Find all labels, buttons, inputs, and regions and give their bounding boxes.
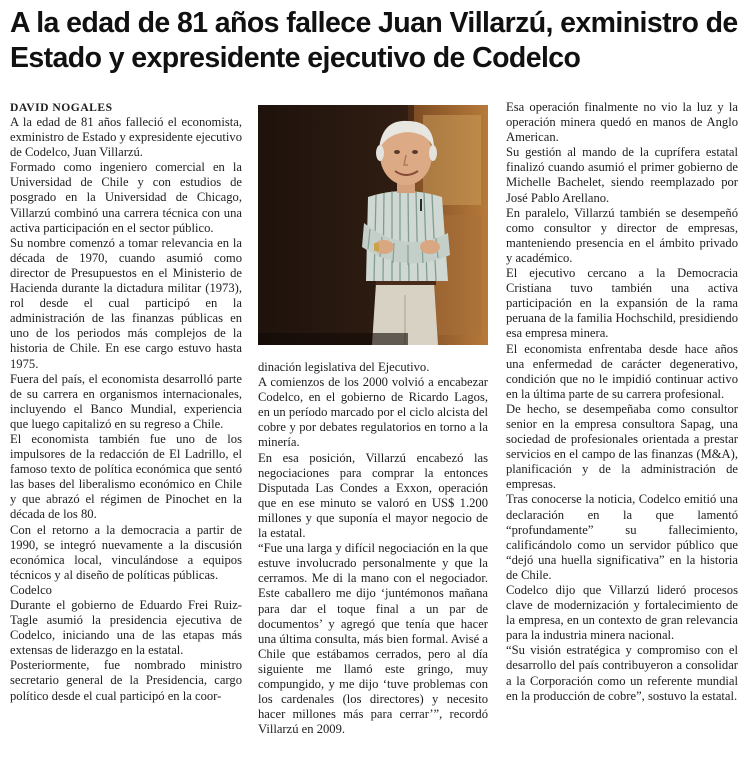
paragraph: Formado como ingeniero comercial en la Universidad de Chile y con estudios de posgrado en la Universidad de Chicago, Villarzú combinó una carrera técnica con una activa participación en el sector público.	[10, 160, 242, 235]
article-headline: A la edad de 81 años fallece Juan Villarzú, exministro de Estado y expresidente ejecutivo de Codelco	[10, 7, 738, 74]
paragraph: En paralelo, Villarzú también se desempeñó como consultor y director de empresas, manteniendo presencia en el ámbito privado y académico.	[506, 205, 738, 265]
paragraph: Esa operación finalmente no vio la luz y la operación minera quedó en manos de Anglo American.	[506, 100, 738, 145]
portrait-photo	[258, 105, 488, 345]
paragraph: A comienzos de los 2000 volvió a encabezar Codelco, en el gobierno de Ricardo Lagos, en un período marcado por el ciclo alcista del cobre y por debates regulatorios en torno a la minería.	[258, 375, 488, 450]
paragraph: dinación legislativa del Ejecutivo.	[258, 360, 430, 374]
section-subhead: Codelco	[10, 582, 52, 597]
portrait-illustration	[258, 105, 488, 345]
paragraph: El ejecutivo cercano a la Democracia Cristiana tuvo también una activa participación en la expansión de la rama peruana de la familia Hochschild, presidiendo esa empresa minera.	[506, 266, 738, 341]
article-column-2	[258, 360, 488, 737]
article-column-3	[506, 100, 738, 704]
paragraph: Tras conocerse la noticia, Codelco emitió una declaración en la que lamentó “profundamente” su fallecimiento, calificándolo como un servidor público que “dejó una huella significativa” en la historia de Chile.	[506, 492, 738, 582]
byline: DAVID NOGALES	[10, 101, 113, 114]
paragraph: Su gestión al mando de la cuprífera estatal finalizó cuando asumió el primer gobierno de Michelle Bachelet, siendo reemplazado por José Pablo Arellano.	[506, 145, 738, 205]
paragraph: Posteriormente, fue nombrado ministro secretario general de la Presidencia, cargo político desde el cual participó en la coor-	[10, 658, 242, 703]
paragraph: Durante el gobierno de Eduardo Frei Ruiz-Tagle asumió la presidencia ejecutiva de Codelco, iniciando una de las etapas más extensas de liderazgo en la estatal.	[10, 598, 242, 658]
paragraph: “Su visión estratégica y compromiso con el desarrollo del país contribuyeron a consolidar a la Corporación como un referente mundial en la producción de cobre”, sostuvo la estatal.	[506, 643, 738, 703]
paragraph: Codelco dijo que Villarzú lideró procesos clave de modernización y fortalecimiento de la empresa, en un contexto de gran relevancia para la industria minera nacional.	[506, 583, 738, 643]
paragraph: En esa posición, Villarzú encabezó las negociaciones para comprar la entonces Disputada Las Condes a Exxon, operación que en ese minuto se valoró en US$ 1.200 millones y que suponía el mayor negocio de la estatal.	[258, 450, 488, 541]
article-column-1	[10, 100, 242, 704]
paragraph: El economista también fue uno de los impulsores de la redacción de El Ladrillo, el famoso texto de política económica que sentó las bases del liberalismo económico en Chile y que abrazó el régimen de Pinochet en la década de los 80.	[10, 431, 242, 522]
paragraph: A la edad de 81 años falleció el economista, exministro de Estado y expresidente ejecutivo de Codelco, Juan Villarzú.	[10, 115, 242, 160]
paragraph: El economista enfrentaba desde hace años una enfermedad de carácter degenerativo, condición que no le impidió continuar activo en la última parte de su carrera profesional.	[506, 341, 738, 401]
paragraph: Con el retorno a la democracia a partir de 1990, se integró nuevamente a la discusión económica local, vinculándose a equipos técnicos y al diseño de políticas públicas.	[10, 522, 242, 582]
paragraph: De hecho, se desempeñaba como consultor senior en la empresa consultora Sapag, una sociedad de profesionales orientada a prestar servicios en el campo de las finanzas (M&A), planificación y de la administración de empresas.	[506, 401, 738, 492]
paragraph: “Fue una larga y difícil negociación en la que estuve involucrado personalmente y que la cerramos. Me di la mano con el negociador. Este caballero me dijo ‘juntémonos mañana para dar el toque final a un par de documentos’ y agregó que tenía que hacer una última consulta, más bien formal. Avisé a Chile que estábamos cerrados, pero al día siguiente me llamó este gringo, muy compungido, y me dijo ‘tuve problemas con los cardenales (los directores) y necesito hacer millones más para cerrar’”, recordó Villarzú en 2009.	[258, 541, 488, 737]
paragraph: Fuera del país, el economista desarrolló parte de su carrera en organismos internacionales, incluyendo el Banco Mundial, experiencia que luego capitalizó en su regreso a Chile.	[10, 371, 242, 431]
paragraph: Su nombre comenzó a tomar relevancia en la década de 1970, cuando asumió como director de Presupuestos en el Ministerio de Hacienda durante la dictadura militar (1973), rol desde el cual participó en la administración de las finanzas públicas en uno de los periodos más complejos de la historia de Chile. En ese cargo estuvo hasta 1975.	[10, 235, 242, 371]
